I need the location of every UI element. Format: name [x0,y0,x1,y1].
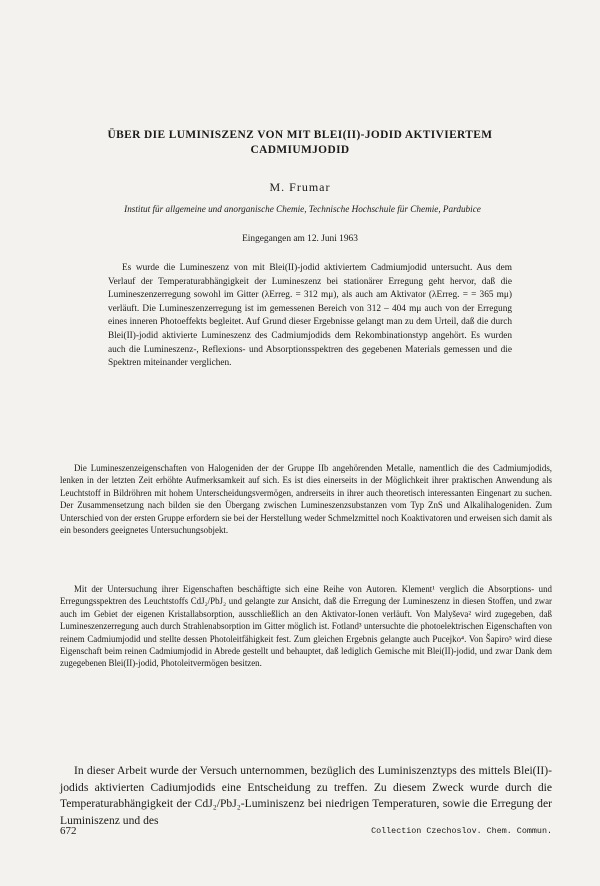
page-number: 672 [60,825,77,837]
received-date: Eingegangen am 12. Juni 1963 [242,234,358,244]
article-title-line-2: CADMIUMJODID [250,144,350,156]
article-title [60,128,540,158]
article-title-line-1: ÜBER DIE LUMINISZENZ VON MIT BLEI(II)-JODID AKTIVIERTEM [107,129,493,141]
author-affiliation: Institut für allgemeine und anorganische Chemie, Technische Hochschule für Chemie, Pardubice [124,204,481,214]
abstract: Es wurde die Lumineszenz von mit Blei(II)-jodid aktiviertem Cadmiumjodid untersucht. Aus dem Verlauf der Temperaturabhängigkeit der Lumineszenz bei stationärer Erregung geht hervor, daß die Lumineszenzerregung sowohl im Gitter (λErreg. = 312 mμ), als auch am Aktivator (λErreg. = = 365 mμ) verläuft. Die Lumineszenzerregung ist im gemessenen Bereich von 312 – 404 mμ auch von der Erregung eines inneren Photoeffekts begleitet. Auf Grund dieser Ergebnisse gelangt man zu dem Urteil, daß die durch Blei(II)-jodid aktivierte Lumineszenz des Cadmiumjodids dem Rekombinationstyp angehört. Es wurden auch die Lumineszenz-, Reflexions- und Absorptionsspektren des gegebenen Materials gemessen und die Spektren miteinander verglichen. [108,263,512,369]
body-paragraph-1: Die Lumineszenzeigenschaften von Halogeniden der der Gruppe IIb angehörenden Metalle, namentlich die des Cadmiumjodids, lenken in der letzten Zeit erhöhte Aufmerksamkeit auf sich. Es ist dies einerseits in der Möglichkeit ihrer praktischen Anwendung als Leuchtstoff in Bildröhren mit hohem Unterscheidungsvermögen, andrerseits in ihrer auch theoretisch interessanten Eingenart zu suchen. Der Zusammensetzung nach bilden sie den Übergang zwischen Lumineszenzsubstanzen vom Typ ZnS und Alkalihalogeniden. Zum Unterschied von der ersten Gruppe erfordern sie bei der Herstellung weder Schmelzmittel noch Koaktivatoren und erweisen sich damit als ein besonders geeignetes Untersuchungsobjekt. [60,463,552,536]
body-paragraph-3: In dieser Arbeit wurde der Versuch unternommen, bezüglich des Luminiszenztyps des mittels Blei(II)-jodids aktivierten Cadiumjodids eine Entscheidung zu treffen. Zu diesem Zweck wurde durch die Temperaturabhängigkeit der CdJ₂/PbJ₂-Luminiszenz bei niedrigen Temperaturen, sowie die Erregung der Luminiszenz und des [60,764,552,827]
journal-name: Collection Czechoslov. Chem. Commun. [371,826,552,836]
author-name: M. Frumar [269,180,331,194]
body-paragraph-2: Mit der Untersuchung ihrer Eigenschaften beschäftigte sich eine Reihe von Autoren. Klement¹ verglich die Absorptions- und Erregungsspektren des Leuchtstoffs CdJ₂/PbJ₂ und gelangte zur Ansicht, daß die Erregung der Lumineszenz in diesen Stoffen, und zwar auch im Gebiet der eigenen Kristallabsorption, ausschließlich an den Aktivator-Ionen verläuft. Von Malyševa² wird zugegeben, daß Lumineszenzerregung auch durch Strahlenabsorption im Gitter möglich ist. Fotland³ untersuchte die photoelektrischen Eigenschaften von reinem Cadmiumjodid und stellte dessen Photoleitfähigkeit fest. Zum gleichen Ergebnis gelangte auch Pucejko⁴. Von Šapiro⁵ wird diese Eigenschaft beim reinen Cadmiumjodid in Abrede gestellt und behauptet, daß lediglich Gemische mit Blei(II)-jodid, und zwar Dank dem zugegebenen Blei(II)-jodid, Photoleitvermögen besitzen. [60,584,552,669]
